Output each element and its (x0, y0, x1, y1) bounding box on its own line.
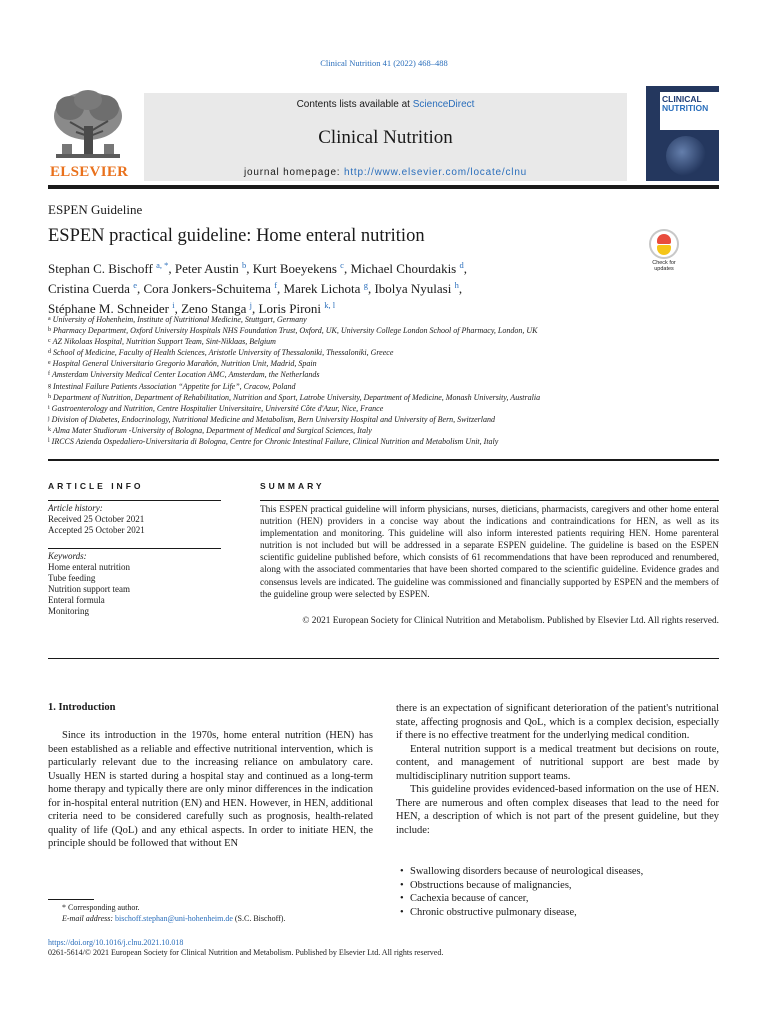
abstract-divider (48, 658, 719, 659)
corresponding-line (48, 902, 448, 913)
footnote-divider (48, 899, 94, 900)
contents-line (144, 99, 627, 110)
elsevier-tree-icon (48, 86, 128, 164)
summary-heading: SUMMARY (260, 481, 325, 491)
email-suffix: (S.C. Bischoff). (232, 914, 286, 923)
author-separator: , (458, 281, 463, 296)
keyword: Home enteral nutrition (48, 562, 130, 572)
author-affiliation-marker[interactable]: a, * (156, 260, 169, 270)
author-separator: , (343, 261, 351, 276)
list-item: • Cachexia because of cancer, (400, 892, 719, 906)
journal-masthead (48, 86, 719, 182)
introduction-paragraph-continued: there is an expectation of significant deterioration of the patient's nutritional state, affecting prognosis and QoL, which is a complex decision, especially if there is no effective treatment for the underlying medical condition. (396, 703, 719, 741)
author-affiliation-marker[interactable]: b (242, 260, 247, 270)
affiliation-letter: f (48, 371, 50, 378)
crossmark-icon (649, 229, 679, 259)
author-affiliation-marker[interactable]: h (454, 280, 459, 290)
corresponding-label: Corresponding author. (68, 903, 140, 912)
affiliation-letter: b (48, 327, 51, 334)
article-info-divider (48, 500, 221, 501)
affiliation-letter: l (48, 438, 50, 445)
author-separator: , (277, 281, 284, 296)
author-separator: , (137, 281, 144, 296)
received-date: Received 25 October 2021 (48, 514, 145, 524)
affiliation-text: School of Medicine, Faculty of Health Sciences, Aristotle University of Thessaloniki, Thessaloniki, Greece (53, 348, 394, 358)
cover-title-block (660, 92, 719, 130)
affiliation-text: AZ Nikolaas Hospital, Nutrition Support Team, Sint-Niklaas, Belgium (52, 337, 276, 347)
journal-cover-thumbnail[interactable] (646, 86, 719, 181)
affiliation-text: Division of Diabetes, Endocrinology, Nutritional Medicine and Metabolism, Bern University Hospital and University of Bern, Switzerland (51, 414, 495, 424)
author-separator: , (246, 261, 253, 276)
footnote-marker: * (62, 903, 66, 912)
journal-name: Clinical Nutrition (318, 127, 453, 148)
author-line-1 (48, 257, 648, 277)
affiliation-item (48, 381, 719, 392)
affiliation-text: Department of Nutrition, Department of Rehabilitation, Nutrition and Sport, Latrobe University, Department of Medicine, Monash University, Australia (53, 392, 541, 402)
affiliation-item (48, 392, 719, 403)
crossmark-label: Check for updates (652, 260, 676, 272)
header-divider (48, 185, 719, 189)
author-list (48, 257, 648, 317)
homepage-link[interactable]: http://www.elsevier.com/locate/clnu (343, 167, 528, 178)
author-name: Marek Lichota (283, 281, 361, 296)
homepage-prefix: journal homepage: (243, 167, 344, 178)
author-line-2 (48, 277, 648, 297)
keyword: Tube feeding (48, 573, 96, 583)
affiliation-text: IRCCS Azienda Ospedaliero-Universitaria di Bologna, Centre for Chronic Intestinal Failure, Clinical Nutrition and Metabolism Unit, Italy (51, 437, 499, 447)
affiliation-text: Intestinal Failure Patients Association “Appetite for Life”, Cracow, Poland (53, 381, 296, 391)
journal-citation[interactable]: Clinical Nutrition 41 (2022) 468–488 (320, 58, 448, 68)
author-separator: , (252, 301, 259, 316)
elsevier-wordmark: ELSEVIER (50, 164, 129, 180)
author-name: Zeno Stanga (181, 301, 247, 316)
author-separator: , (174, 301, 182, 316)
author-affiliation-marker[interactable]: g (363, 280, 368, 290)
affiliation-item (48, 314, 719, 325)
section-divider (48, 459, 719, 461)
keywords-divider (48, 548, 221, 549)
author-separator: , (168, 261, 175, 276)
introduction-paragraph: Since its introduction in the 1970s, home enteral nutrition (HEN) has been established as a reliable and effective nutritional intervention, which is particularly relevant due to the increasing reliance on ambulatory care. Usually HEN is started during a hospital stay and continued as a long-term home therapy and typically there are only minor differences in the indication for in-hospital enteral nutrition (EN) and HEN. However, in HEN, additional criteria need to be considered carefully such as prognosis, health-related quality of life (QoL) and any ethical aspects. In order to initiate HEN, the principle should be followed that without EN (48, 730, 373, 849)
introduction-heading: 1. Introduction (48, 702, 116, 713)
author-affiliation-marker[interactable]: k, l (324, 300, 336, 310)
affiliation-item (48, 325, 719, 336)
check-for-updates-badge[interactable] (645, 229, 683, 272)
affiliation-item (48, 336, 719, 347)
sciencedirect-link[interactable]: ScienceDirect (412, 99, 475, 110)
email-label: E-mail address: (62, 914, 114, 923)
author-name: Loris Pironi (258, 301, 322, 316)
author-name: Cora Jonkers-Schuitema (143, 281, 271, 296)
affiliation-item (48, 403, 719, 414)
article-type: ESPEN Guideline (48, 202, 143, 217)
contents-prefix: Contents lists available at (296, 99, 413, 110)
summary-text: This ESPEN practical guideline will inform physicians, nurses, dieticians, pharmacists, caregivers and other home enteral nutrition (HEN) providers in a concise way about the indications and contraindications for HEN, as well as its implementation and monitoring. This guideline will also inform interested patients requiring HEN. Home parenteral nutrition is not included but will be addressed in a separate ESPEN guideline. The guideline is based on the ESPEN scientific guideline published before, which consists of 61 recommendations that have been reproduced and renumbered, along with the associated commentaries that have been shorted compared to the scientific guideline. Evidence grades and consensus levels are indicated. The guideline was commissioned and financially supported by ESPEN and the members of the guideline group were selected by ESPEN. (260, 505, 719, 600)
affiliation-letter: c (48, 338, 51, 345)
affiliation-list (48, 314, 719, 447)
introduction-paragraph: Enteral nutrition support is a medical treatment but decisions on route, content, and management of nutritional support are best made by multidisciplinary nutrition support teams. (396, 743, 719, 782)
history-label: Article history: (48, 503, 103, 513)
article-history (48, 503, 221, 536)
author-name: Michael Chourdakis (350, 261, 457, 276)
author-name: Stephan C. Bischoff (48, 261, 153, 276)
affiliation-text: Amsterdam University Medical Center Location AMC, Amsterdam, the Netherlands (52, 370, 320, 380)
author-name: Peter Austin (174, 261, 239, 276)
affiliation-letter: d (48, 349, 51, 356)
keywords-label: Keywords: (48, 551, 87, 561)
body-column-left (48, 729, 373, 851)
email-line (48, 913, 448, 924)
article-info-heading: ARTICLE INFO (48, 481, 144, 491)
summary-divider (260, 500, 719, 501)
author-affiliation-marker[interactable]: f (274, 280, 278, 290)
affiliation-item (48, 425, 719, 436)
affiliation-letter: k (48, 426, 51, 433)
journal-header-box (144, 93, 627, 181)
cover-title-line-1: CLINICAL (662, 94, 702, 104)
cover-title-line-2: NUTRITION (662, 103, 709, 113)
summary-copyright: © 2021 European Society for Clinical Nutrition and Metabolism. Published by Elsevier Ltd. All rights reserved. (302, 616, 719, 626)
affiliation-item (48, 347, 719, 358)
affiliation-item (48, 358, 719, 369)
author-affiliation-marker[interactable]: e (133, 280, 137, 290)
affiliation-text: Pharmacy Department, Oxford University Hospitals NHS Foundation Trust, Oxford, UK, University College London School of Pharmacy, London, UK (53, 326, 538, 336)
email-link[interactable]: bischoff.stephan@uni-hohenheim.de (115, 914, 233, 923)
affiliation-text: Hospital General Universitario Gregorio Marañón, Nutrition Unit, Madrid, Spain (52, 359, 317, 369)
affiliation-letter: j (48, 415, 50, 422)
affiliation-letter: i (48, 404, 50, 411)
list-item: • Chronic obstructive pulmonary disease, (400, 906, 719, 920)
homepage-line (144, 167, 627, 178)
author-name: Ibolya Nyulasi (374, 281, 452, 296)
list-item: • Swallowing disorders because of neurological diseases, (400, 865, 719, 879)
keywords-block (48, 551, 221, 617)
affiliation-item (48, 369, 719, 380)
doi-link[interactable]: https://doi.org/10.1016/j.clnu.2021.10.018 (48, 938, 184, 947)
keyword: Enteral formula (48, 595, 105, 605)
elsevier-logo[interactable] (48, 86, 128, 182)
keyword: Monitoring (48, 606, 90, 616)
affiliation-letter: g (48, 382, 51, 389)
cover-artwork (666, 136, 706, 176)
author-name: Kurt Boeyekens (252, 261, 337, 276)
affiliation-letter: a (48, 316, 51, 322)
article-title: ESPEN practical guideline: Home enteral nutrition (48, 226, 425, 246)
issn-copyright: 0261-5614/© 2021 European Society for Clinical Nutrition and Metabolism. Published by Elsevier Ltd. All rights reserved. (48, 948, 444, 957)
accepted-date: Accepted 25 October 2021 (48, 525, 145, 535)
author-affiliation-marker[interactable]: d (459, 260, 464, 270)
affiliation-item (48, 414, 719, 425)
affiliation-text: Alma Mater Studiorum -University of Bologna, Department of Medical and Surgical Sciences, Italy (53, 425, 372, 435)
body-column-right (396, 702, 719, 837)
author-separator: , (463, 261, 467, 276)
affiliation-letter: e (48, 360, 51, 367)
author-affiliation-marker[interactable]: i (172, 300, 175, 310)
keyword: Nutrition support team (48, 584, 130, 594)
author-separator: , (367, 281, 375, 296)
author-name: Stéphane M. Schneider (48, 301, 169, 316)
affiliation-text: Gastroenterology and Nutrition, Centre Hospitalier Universitaire, Université Côte d'Azur, Nice, France (51, 403, 384, 413)
author-affiliation-marker[interactable]: j (249, 300, 253, 310)
affiliation-letter: h (48, 393, 51, 400)
introduction-paragraph: This guideline provides evidenced-based information on the use of HEN. There are numerous and often complex diseases that lead to the need for HEN, a description of which is not part of the present guideline, but they include: (396, 784, 719, 836)
list-item: • Obstructions because of malignancies, (400, 879, 719, 893)
author-affiliation-marker[interactable]: c (340, 260, 344, 270)
affiliation-text: University of Hohenheim, Institute of Nutritional Medicine, Stuttgart, Germany (52, 315, 307, 324)
corresponding-author-footnote (48, 902, 448, 924)
author-name: Cristina Cuerda (48, 281, 130, 296)
affiliation-item (48, 436, 719, 447)
